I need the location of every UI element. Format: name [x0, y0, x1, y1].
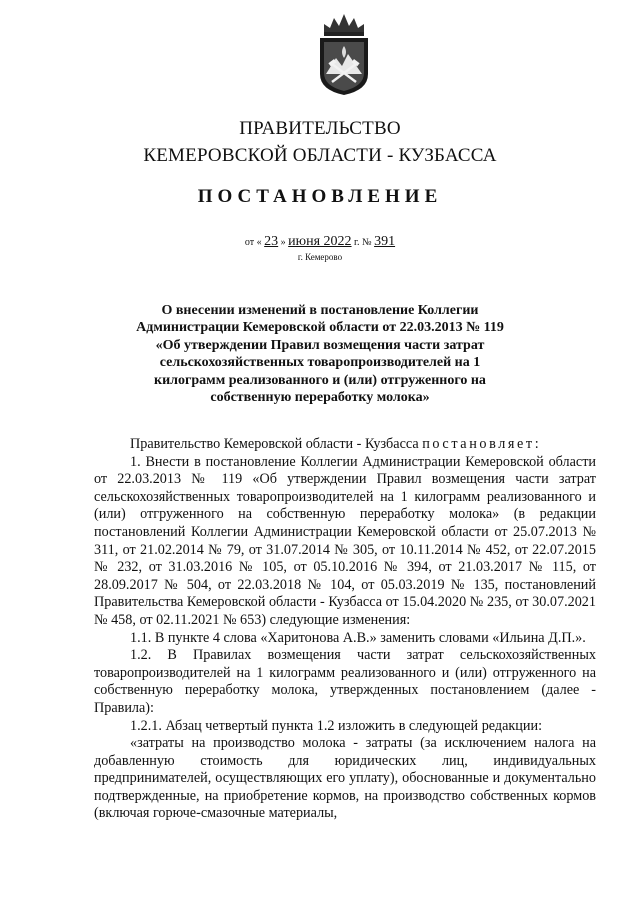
paragraph-1-1: 1.1. В пункте 4 слова «Харитонова А.В.» заменить словами «Ильина Д.П.».: [130, 629, 586, 646]
date-month-year: июня 2022: [288, 234, 352, 249]
coat-of-arms-emblem: [316, 12, 372, 96]
document-title: О внесении изменений в постановление Коллегии Администрации Кемеровской области от 22.03.2013 № 119 «Об утверждении Правил возмещения части затрат сельскохозяйственных товаропроизводителей на 1 килограмм реализованного и (или) отгруженного на собственную переработку молока»: [136, 303, 504, 406]
date-close: »: [280, 237, 286, 248]
city: г. Кемерово: [297, 252, 343, 262]
paragraph-quote: «затраты на производство молока - затраты (за исключением налога на добавленную стоимость для юридических лиц, индивидуальных предпринимателей, осуществляющих его уплату), обоснованные и документально подтвержденные, на приобретение кормов, на производство собственных кормов (включая горюче-смазочные материалы,: [94, 735, 596, 822]
paragraph-1-2: 1.2. В Правилах возмещения части затрат сельскохозяйственных товаропроизводителей на 1 килограмм реализованного и (или) отгруженного на собственную переработку молока, утвержденных постановлением (далее - Правила):: [94, 647, 596, 716]
org-name-line-2: КЕМЕРОВСКОЙ ОБЛАСТИ - КУЗБАССА: [143, 145, 497, 166]
document-type: ПОСТАНОВЛЕНИЕ: [197, 186, 443, 207]
number-prefix: №: [362, 237, 372, 248]
date-prefix: от «: [244, 237, 262, 248]
emblem-crown: [324, 14, 364, 34]
document-number: 391: [374, 234, 396, 249]
date-day: 23: [264, 234, 279, 249]
paragraph-1-2-1: 1.2.1. Абзац четвертый пункта 1.2 изложить в следующей редакции:: [130, 717, 543, 734]
date-number-line: [0, 234, 640, 250]
intro-spaced-word: постановляет:: [422, 436, 542, 452]
document-body: [94, 436, 596, 823]
paragraph-1: 1. Внести в постановление Коллегии Администрации Кемеровской области от 22.03.2013 № 119 «Об утверждении Правил возмещения части затрат сельскохозяйственных товаропроизводителей на 1 килограмм реализованного и (или) отгруженного на собственную переработку молока» (в редакции постановлений Коллегии Администрации Кемеровской области от 25.07.2013 № 311, от 21.02.2014 № 79, от 31.07.2014 № 305, от 10.11.2014 № 452, от 22.07.2015 № 232, от 31.03.2016 № 105, от 05.10.2016 № 394, от 21.03.2017 № 115, от 28.09.2017 № 504, от 22.03.2018 № 104, от 05.03.2019 № 135, постановлений Правительства Кемеровской области - Кузбасса от 15.04.2020 № 235, от 30.07.2021 № 458, от 02.11.2021 № 653) следующие изменения:: [94, 453, 596, 628]
intro-text: Правительство Кемеровской области - Кузбасса: [130, 436, 419, 452]
org-name-line-1: ПРАВИТЕЛЬСТВО: [239, 118, 401, 139]
intro-paragraph: [94, 436, 596, 454]
date-year-suffix: г.: [354, 237, 360, 248]
